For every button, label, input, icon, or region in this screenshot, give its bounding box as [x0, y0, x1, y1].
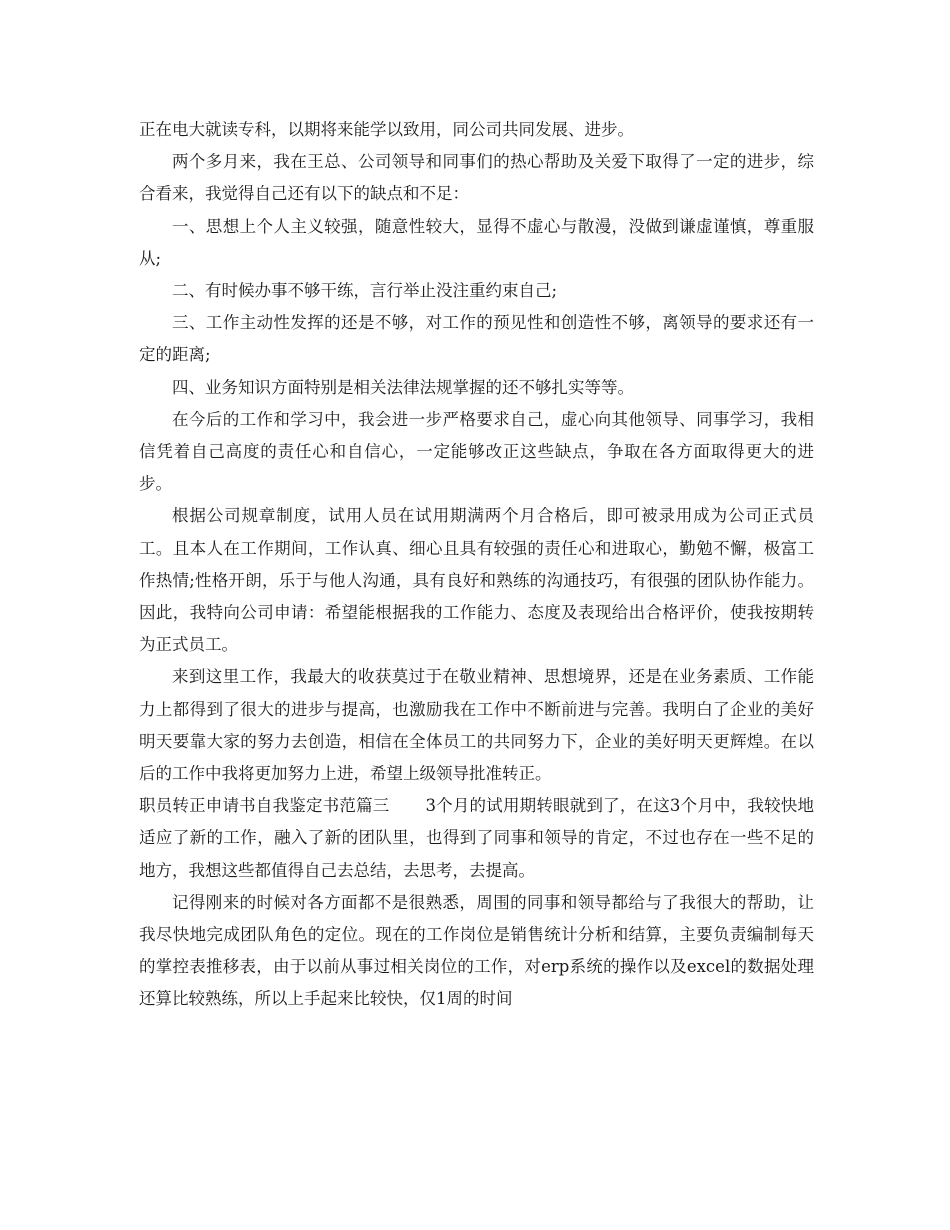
paragraph-9: 来到这里工作，我最大的收获莫过于在敬业精神、思想境界，还是在业务素质、工作能力上都得到了很大的进步与提高，也激励我在工作中不断前进与完善。我明白了企业的美好明天要靠大家的努力去创造，相信在全体员工的共同努力下，企业的美好明天更辉煌。在以后的工作中我将更加努力上进，希望上级领导批准转正。 [139, 667, 814, 784]
section-heading: 职员转正申请书自我鉴定书范篇三 [139, 796, 390, 816]
section-paragraph [139, 790, 814, 887]
paragraph-5: 三、工作主动性发挥的还是不够，对工作的预见性和创造性不够，离领导的要求还有一定的距离; [139, 313, 814, 365]
paragraph-3: 一、思想上个人主义较强，随意性较大，显得不虚心与散漫，没做到谦虚谨慎，尊重服从; [139, 216, 814, 268]
document-body [139, 114, 814, 1016]
paragraph-8: 根据公司规章制度，试用人员在试用期满两个月合格后，即可被录用成为公司正式员工。且本人在工作期间，工作认真、细心且具有较强的责任心和进取心，勤勉不懈，极富工作热情;性格开朗，乐于与他人沟通，具有良好和熟练的沟通技巧，有很强的团队协作能力。因此，我特向公司申请：希望能根据我的工作能力、态度及表现给出合格评价，使我按期转为正式员工。 [139, 506, 814, 655]
section-text: 3个月的试用期转眼就到了，在这3个月中，我较快地适应了新的工作，融入了新的团队里，也得到了同事和领导的肯定，不过也存在一些不足的地方，我想这些都值得自己去总结，去思考，去提高。 [139, 796, 815, 880]
paragraph-7: 在今后的工作和学习中，我会进一步严格要求自己，虚心向其他领导、同事学习，我相信凭着自己高度的责任心和自信心，一定能够改正这些缺点，争取在各方面取得更大的进步。 [139, 409, 814, 494]
paragraph-1: 正在电大就读专科，以期将来能学以致用，同公司共同发展、进步。 [139, 120, 634, 139]
paragraph-6: 四、业务知识方面特别是相关法律法规掌握的还不够扎实等等。 [172, 377, 634, 397]
paragraph-final: 记得刚来的时候对各方面都不是很熟悉，周围的同事和领导都给与了我很大的帮助，让我尽快地完成团队角色的定位。现在的工作岗位是销售统计分析和结算，主要负责编制每天的掌控表推移表，由于以前从事过相关岗位的工作，对erp系统的操作以及excel的数据处理还算比较熟练，所以上手起来比较快，仅1周的时间 [139, 892, 814, 1009]
paragraph-4: 二、有时候办事不够干练，言行举止没注重约束自己; [172, 281, 558, 301]
paragraph-2: 两个多月来，我在王总、公司领导和同事们的热心帮助及关爱下取得了一定的进步，综合看来，我觉得自己还有以下的缺点和不足： [139, 152, 814, 204]
